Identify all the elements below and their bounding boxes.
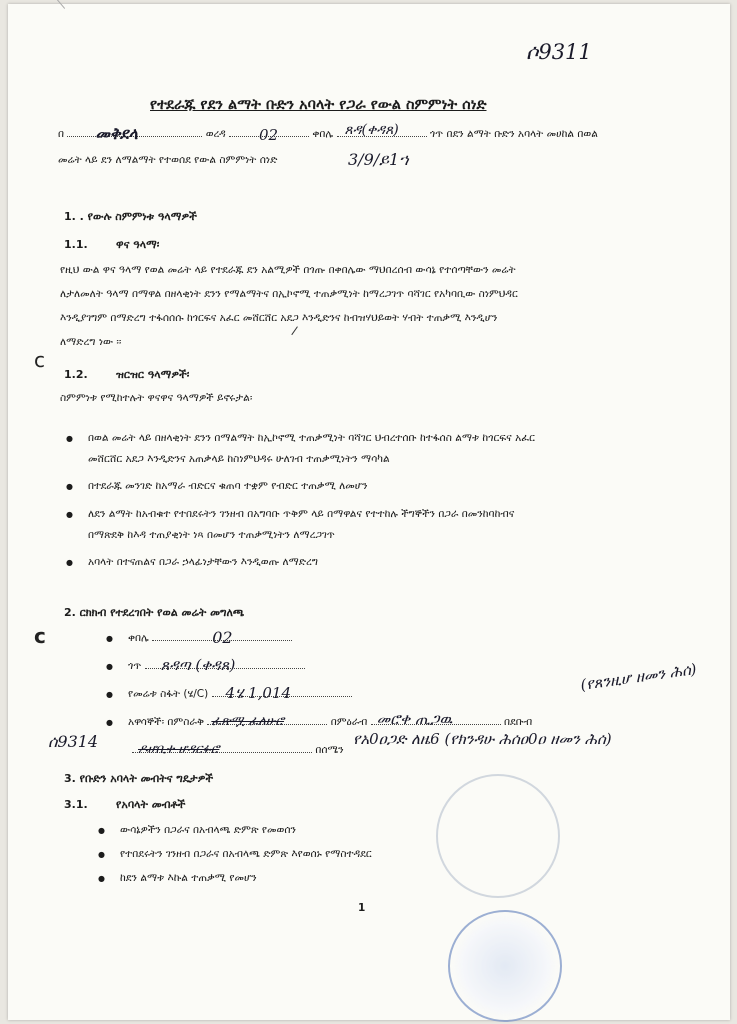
field-line bbox=[132, 742, 312, 757]
section-1-heading: 1. . የውሉ ስምምነቱ ዓላማዎች bbox=[64, 210, 197, 223]
field-line bbox=[207, 714, 327, 729]
section-3-1-title: የአባላት መብቶች bbox=[116, 798, 186, 811]
paragraph-line: ለታለመለት ዓላማ በማዋል በዘላቂነት ደንን የማልማትና በኢኮኖሚ ተጠቃሚነት ከማረጋገጥ ባሻገር የአካባቢው ስነምህዳር bbox=[60, 288, 518, 300]
field-value: 02 bbox=[212, 628, 233, 647]
field-label: ቀበሌ bbox=[128, 632, 149, 644]
corner-fold-line bbox=[8, 0, 65, 35]
official-stamp bbox=[436, 774, 560, 898]
list-item-line: ● በተደራጁ መንገድ ከአማራ ብድርና ቁጠባ ተቋም የብድር ተጠቃሚ ለመሆን bbox=[88, 480, 368, 492]
section-1-1-number: 1.1. bbox=[64, 238, 88, 251]
list-item: ● ከደን ልማቱ እኩል ተጠቃሚ የመሆን bbox=[120, 872, 257, 885]
field-label: በምዕራብ bbox=[330, 716, 368, 728]
land-field-borders bbox=[128, 710, 533, 729]
paragraph-line: ለማድረግ ነው ፡፡ bbox=[60, 336, 122, 348]
field-line bbox=[212, 684, 352, 702]
list-item-line: ● በወል መሬት ላይ በዘላቂነት ደንን በማልማት ከኢኮኖሚ ተጠቃሚነት ባሻገር ህብረተሰቡ ከተፋሰስ ልማቱ ከጎርፍና አፈር bbox=[88, 432, 535, 444]
field-label: በሰሜን bbox=[315, 744, 344, 756]
document-page bbox=[8, 4, 730, 1020]
list-item: ● ውሳኔዎችን በጋራና በአብላጫ ድምጽ የመወሰን bbox=[120, 824, 296, 837]
kebele-field bbox=[337, 122, 427, 138]
document-title: የተደራጁ የደን ልማት ቡድን አባላት የጋራ የውል ስምምነት ሰነድ bbox=[150, 97, 487, 113]
handwritten-kebele: ጸዳ(ቀዳጸ) bbox=[344, 122, 399, 138]
list-item bbox=[88, 508, 514, 542]
land-field-got bbox=[128, 656, 305, 674]
pen-stroke bbox=[291, 326, 298, 335]
field-value: 4ሄ 1,014 bbox=[225, 684, 291, 702]
woreda-label: ወረዳ bbox=[205, 128, 226, 140]
paragraph-line: እንዲያገግም በማድረግ ተፋሰሰሱ ከጎርፍና አፈር መሸርሸር አደጋ እንዲድንና ከብዝሃህይወት ሃብት ተጠቃሚ እንዲሆን bbox=[60, 312, 498, 324]
field-line bbox=[152, 628, 292, 647]
list-item-line: ● ለደን ልማት ከአብቁተ የተበደሩትን ገንዘብ በአግባቡ ጥቅም ላይ በማዋልና የተተከሉ ችግኞችን በጋራ በመንከባከብና bbox=[88, 508, 515, 520]
list-item bbox=[88, 432, 535, 466]
section-1-2-title: ዝርዝር ዓላማዎች፡ bbox=[116, 368, 190, 381]
intro-line-2: መሬት ላይ ደን ለማልማት የተወሰደ የውል ስምምነት ሰነድ bbox=[58, 154, 278, 166]
intro-line-1 bbox=[58, 122, 598, 144]
field-value: መሮቀ ጢጋዉ bbox=[376, 710, 453, 728]
woreda-field bbox=[229, 126, 309, 144]
handwritten-note: የአ0ዐጋድ ለዜ6 (የክንዳሁ ሕሰዐ0ዐ ዘመን ሕሰ) bbox=[353, 730, 612, 748]
field-value: ዶሆቢተ ሆዳርፉሮ bbox=[138, 742, 220, 757]
woreda-value: 02 bbox=[258, 126, 279, 144]
field-line bbox=[371, 710, 501, 728]
list-item: ● የተበደሩትን ገንዘብ በጋራና በአብላጫ ድምጽ እየወሰኑ የማስተዳደር bbox=[120, 848, 372, 861]
field-line bbox=[145, 656, 305, 674]
field-value: ፈጽሟ ፈለሁሮ bbox=[211, 714, 285, 729]
page-number: 1 bbox=[358, 902, 366, 914]
section-2-heading: 2. ርክክብ የተደረገበት የወል መሬት መግለጫ bbox=[64, 606, 245, 619]
field-label: የመሬቱ ስፋት (ሄ/C) bbox=[128, 688, 209, 700]
list-item-line: መሸርሸር አደጋ እንዲድንና አጠቃላይ ከስነምህዳሩ ሁለገብ ተጠቃሚነትን ማሳካል bbox=[88, 453, 390, 465]
list-item-line: ● አባላት በተናጠልና በጋራ ኃላፊነታቸውን እንዲወጡ ለማድረግ bbox=[88, 556, 319, 568]
land-field-area bbox=[128, 684, 352, 702]
section-3-1-number: 3.1. bbox=[64, 798, 88, 811]
handwritten-date: 3/9/ይ1ኀ bbox=[348, 150, 409, 169]
handwritten-place: መቅደላ bbox=[95, 124, 138, 143]
field-label: ጎጥ bbox=[128, 660, 142, 672]
handwritten-reference: ሶ9311 bbox=[526, 40, 592, 64]
section-3-heading: 3. የቡድን አባላት መብትና ግዴታዎች bbox=[64, 772, 214, 785]
intro-prefix: በ bbox=[58, 128, 65, 140]
margin-mark: c bbox=[34, 348, 45, 372]
land-field-kebele bbox=[128, 628, 292, 647]
kebele-label: ቀበሌ bbox=[312, 128, 334, 140]
margin-mark: c bbox=[34, 624, 46, 648]
handwritten-reference: ሰ9314 bbox=[48, 732, 99, 751]
list-item-line: በማጽደቅ ከእዳ ተጠያቂነት ነጻ በመሆን ተጠቃሚነትን ለማረጋገጥ bbox=[88, 529, 335, 541]
field-label: በደቡብ bbox=[503, 716, 533, 728]
got-label: ጎጥ በደን ልማት ቡድን አባላት መሀከል በወል bbox=[429, 128, 598, 140]
list-item bbox=[88, 556, 318, 569]
section-1-2-number: 1.2. bbox=[64, 368, 88, 381]
north-border-line bbox=[132, 744, 344, 757]
official-seal bbox=[448, 910, 562, 1022]
handwritten-note: (የጸንዚሆ ዘመን ሕሰ) bbox=[579, 659, 698, 695]
place-field bbox=[67, 124, 202, 143]
section-1-1-title: ዋና ዓላማ፡ bbox=[116, 238, 160, 251]
field-value: ጸዳጣ (ቀዳጸ) bbox=[160, 656, 236, 674]
section-1-2-intro: ስምምነቱ የሚከተሉት ዋናዋና ዓላማዎች ይኖሩታል፡ bbox=[60, 392, 253, 404]
paragraph-line: የዚህ ውል ዋና ዓላማ የወል መሬት ላይ የተደራጁ ደን አልሚዎች በጎጡ በቀበሌው ማህበረሰብ ውሳኔ የተሰጣቸውን መሬት bbox=[60, 264, 516, 276]
list-item bbox=[88, 480, 367, 493]
field-label: አዋሳኞች፡ በምስራቅ bbox=[128, 716, 205, 728]
